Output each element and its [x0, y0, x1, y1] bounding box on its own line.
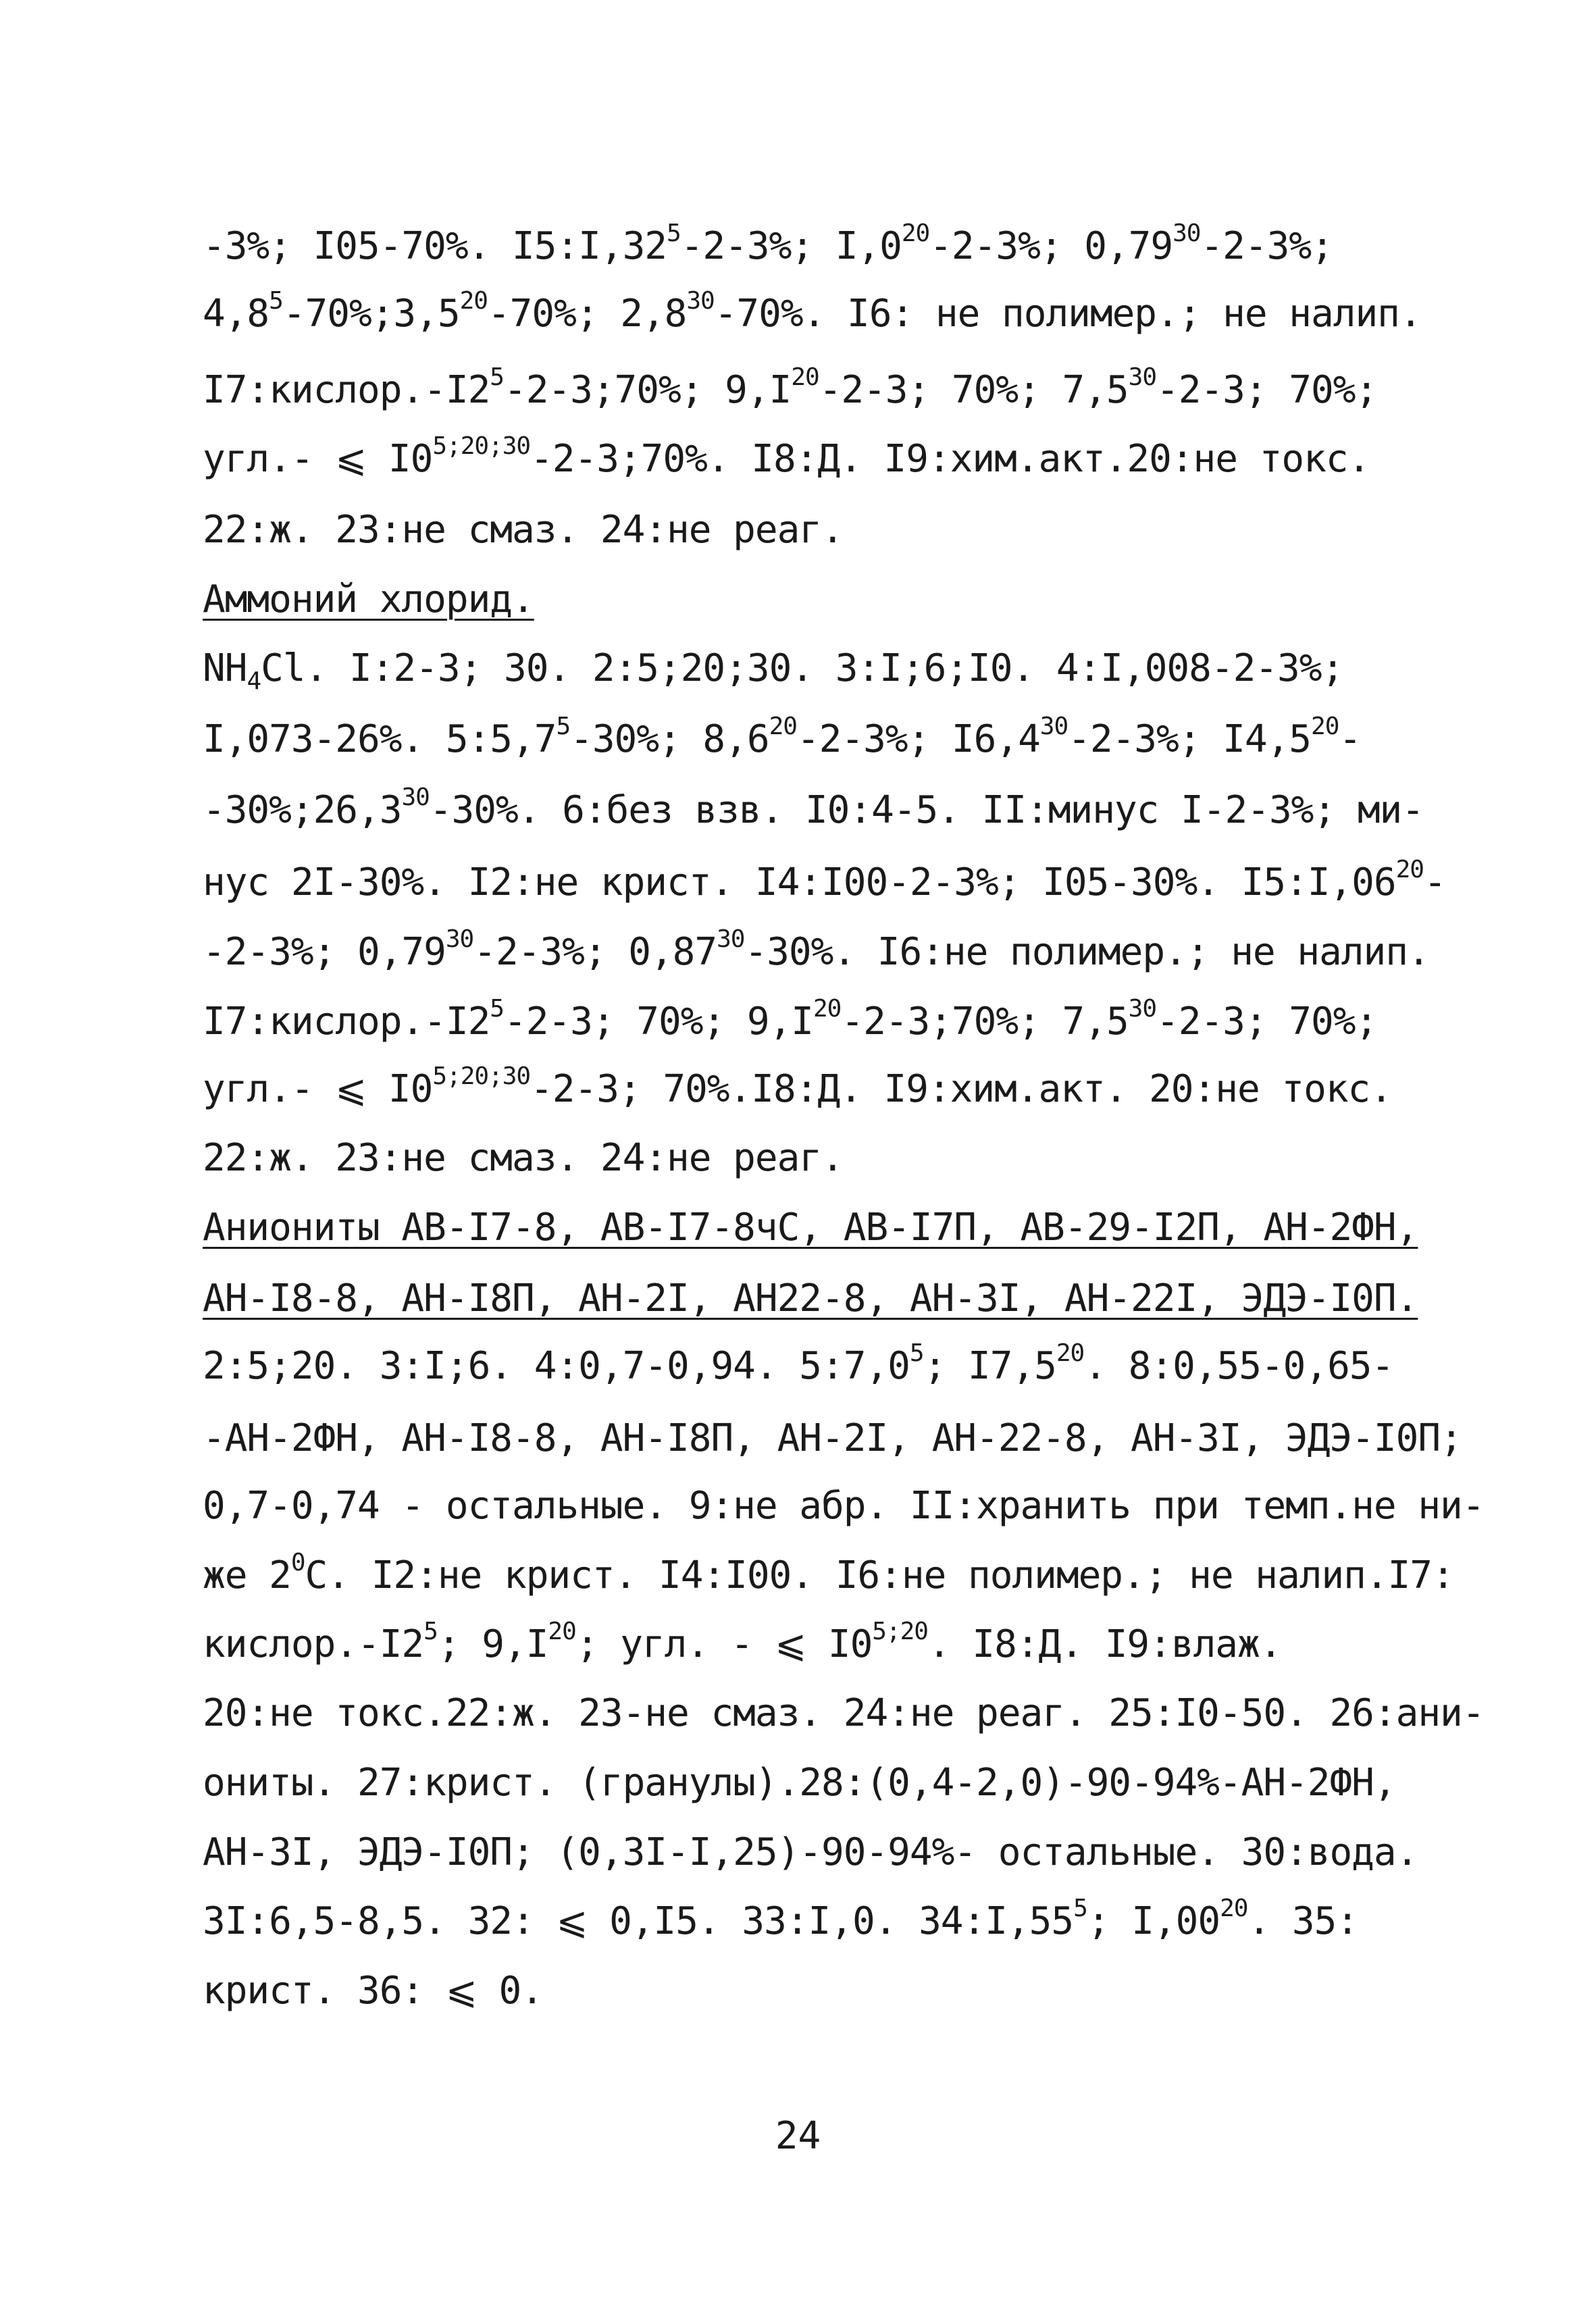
superscript: 20 — [1395, 856, 1424, 883]
superscript: 5;20;30 — [432, 432, 531, 460]
text-segment: же 2 — [203, 1553, 291, 1597]
text-segment: кислор.-I2 — [203, 1622, 424, 1666]
superscript: 5 — [667, 220, 681, 247]
text-line — [203, 1333, 1434, 1400]
text-segment: ониты. 27:крист. (гранулы).28:(0,4-2,0)-90-94%-АН-2ФН, — [203, 1761, 1396, 1805]
superscript: 20 — [1056, 1339, 1085, 1367]
subscript: 4 — [247, 667, 261, 695]
text-line — [203, 635, 1434, 702]
text-line — [203, 1405, 1462, 1472]
superscript: 5 — [269, 287, 283, 315]
text-segment: 22:ж. 23:не смаз. 24:не реаг. — [203, 1136, 844, 1180]
superscript: 30 — [686, 287, 715, 315]
text-line — [203, 988, 1434, 1056]
superscript: 5 — [490, 995, 504, 1023]
text-segment: -2-3; 70%; — [1156, 368, 1378, 412]
text-segment: -2-3;70%; 9,I — [503, 368, 792, 412]
text-line — [203, 1957, 1434, 2025]
text-segment: Аммоний хлорид. — [203, 577, 534, 621]
text-segment: . 35: — [1247, 1899, 1359, 1943]
text-segment: АН-3I, ЭДЭ-I0П; (0,3I-I,25)-90-94%- остальные. 30:вода. — [203, 1830, 1418, 1874]
text-line — [203, 1680, 1485, 1747]
text-segment: -30%. 6:без взв. I0:4-5. II:минус I-2-3%; ми- — [429, 788, 1424, 832]
text-segment: угл.- ⩽ I0 — [203, 1067, 433, 1111]
superscript: 20 — [769, 713, 797, 740]
superscript: 5 — [556, 713, 571, 740]
text-segment: нус 2I-30%. I2:не крист. I4:I00-2-3%; I05-30%. I5:I,06 — [203, 860, 1396, 904]
text-segment: -70%. I6: не полимер.; не налип. — [714, 292, 1422, 336]
superscript: 20 — [901, 220, 930, 247]
section-heading — [203, 1265, 1434, 1333]
superscript: 20 — [1220, 1895, 1248, 1922]
text-segment: NH — [203, 646, 247, 690]
text-segment: С. I2:не крист. I4:I00. I6:не полимер.; не налип.I7: — [305, 1553, 1454, 1597]
text-segment: -3%; I05-70%. I5:I,32 — [203, 224, 667, 268]
text-segment: 0,7-0,74 - остальные. 9:не абр. II:хранить при темп.не ни- — [203, 1484, 1485, 1528]
text-segment: -2-3%; I,0 — [680, 224, 902, 268]
superscript: 30 — [1128, 363, 1157, 391]
text-segment: крист. 36: ⩽ 0. — [203, 1969, 543, 2013]
text-segment: -2-3%; 0,87 — [473, 930, 717, 974]
text-segment: ; I7,5 — [923, 1344, 1056, 1388]
superscript: 30 — [717, 925, 745, 953]
text-line — [203, 280, 1434, 348]
text-segment: . I8:Д. I9:влаж. — [927, 1622, 1282, 1666]
text-line — [203, 1056, 1434, 1123]
text-segment: 4,8 — [203, 292, 269, 336]
text-segment: ; угл. - ⩽ I0 — [575, 1622, 873, 1666]
text-segment: -30%; 8,6 — [570, 717, 769, 761]
superscript: 5 — [490, 363, 504, 391]
text-segment: угл.- ⩽ I0 — [203, 437, 433, 481]
text-segment: 3I:6,5-8,5. 32: ⩽ 0,I5. 33:I,0. 34:I,55 — [203, 1899, 1074, 1943]
superscript: 30 — [445, 925, 474, 953]
superscript: 5;20 — [872, 1618, 928, 1645]
superscript: 20 — [1311, 713, 1339, 740]
text-segment: -2-3%; I4,5 — [1068, 717, 1312, 761]
text-segment: -2-3%; 0,79 — [929, 224, 1173, 268]
text-segment: I7:кислор.-I2 — [203, 368, 490, 412]
text-segment: -2-3;70%. I8:Д. I9:хим.акт.20:не токс. — [530, 437, 1370, 481]
text-segment: -АН-2ФН, АН-I8-8, АН-I8П, АН-2I, АН-22-8, АН-3I, ЭДЭ-I0П; — [203, 1416, 1462, 1460]
text-segment: -70%; 2,8 — [487, 292, 687, 336]
superscript: 30 — [1173, 220, 1201, 247]
superscript: 20 — [548, 1618, 576, 1645]
text-segment: Cl. I:2-3; 30. 2:5;20;30. 3:I;6;I0. 4:I,008-2-3%; — [261, 646, 1344, 690]
text-segment: ; I,00 — [1087, 1899, 1220, 1943]
text-line — [203, 1125, 1434, 1192]
text-segment: -2-3; 70%; — [1156, 1000, 1378, 1044]
text-line — [203, 1819, 1434, 1886]
superscript: 20 — [791, 363, 819, 391]
section-heading — [203, 1194, 1434, 1262]
text-segment: 2:5;20. 3:I;6. 4:0,7-0,94. 5:7,0 — [203, 1344, 910, 1388]
text-line — [203, 777, 1434, 844]
superscript: 5 — [423, 1618, 438, 1645]
superscript: 20 — [813, 995, 842, 1023]
text-segment: -2-3; 70%; 7,5 — [819, 368, 1129, 412]
superscript: 5;20;30 — [432, 1062, 531, 1090]
text-segment: - — [1339, 717, 1362, 761]
text-line — [203, 1749, 1434, 1817]
text-segment: Аниониты АВ-I7-8, АВ-I7-8чС, АВ-I7П, АВ-29-I2П, АН-2ФН, — [203, 1206, 1418, 1250]
text-segment: -2-3; 70%.I8:Д. I9:хим.акт. 20:не токс. — [530, 1067, 1392, 1111]
text-line — [203, 1611, 1434, 1678]
text-segment: 22:ж. 23:не смаз. 24:не реаг. — [203, 508, 844, 552]
text-segment: 20:не токс.22:ж. 23-не смаз. 24:не реаг. 25:I0-50. 26:ани- — [203, 1691, 1485, 1735]
text-segment: АН-I8-8, АН-I8П, АН-2I, АН22-8, АН-3I, АН-22I, ЭДЭ-I0П. — [203, 1277, 1418, 1320]
superscript: 0 — [290, 1549, 305, 1576]
text-segment: -2-3%; 0,79 — [203, 930, 446, 974]
superscript: 30 — [1128, 995, 1157, 1023]
text-line — [203, 1542, 1454, 1610]
text-segment: . 8:0,55-0,65- — [1084, 1344, 1394, 1388]
text-segment: -2-3%; I6,4 — [796, 717, 1040, 761]
text-line — [203, 849, 1446, 917]
text-line — [203, 919, 1434, 986]
text-line — [203, 1888, 1434, 1955]
text-line — [203, 357, 1434, 424]
text-segment: I7:кислор.-I2 — [203, 1000, 490, 1044]
text-segment: -2-3; 70%; 9,I — [503, 1000, 813, 1044]
page-number: 24 — [775, 2114, 821, 2158]
text-segment: -30%;26,3 — [203, 788, 402, 832]
text-segment: - — [1423, 860, 1446, 904]
superscript: 30 — [401, 783, 430, 811]
text-line — [203, 426, 1434, 493]
text-line — [203, 496, 1434, 564]
text-segment: -70%;3,5 — [282, 292, 460, 336]
text-segment: ; 9,I — [437, 1622, 548, 1666]
text-segment: -2-3%; — [1200, 224, 1333, 268]
text-line — [203, 213, 1434, 280]
text-line — [203, 706, 1434, 773]
superscript: 5 — [909, 1339, 924, 1367]
text-segment: I,073-26%. 5:5,7 — [203, 717, 557, 761]
section-heading — [203, 566, 1434, 634]
text-segment: -2-3;70%; 7,5 — [841, 1000, 1129, 1044]
superscript: 20 — [459, 287, 488, 315]
text-line — [203, 1472, 1485, 1540]
text-segment: -30%. I6:не полимер.; не налип. — [744, 930, 1430, 974]
superscript: 30 — [1039, 713, 1069, 740]
superscript: 5 — [1073, 1895, 1087, 1922]
